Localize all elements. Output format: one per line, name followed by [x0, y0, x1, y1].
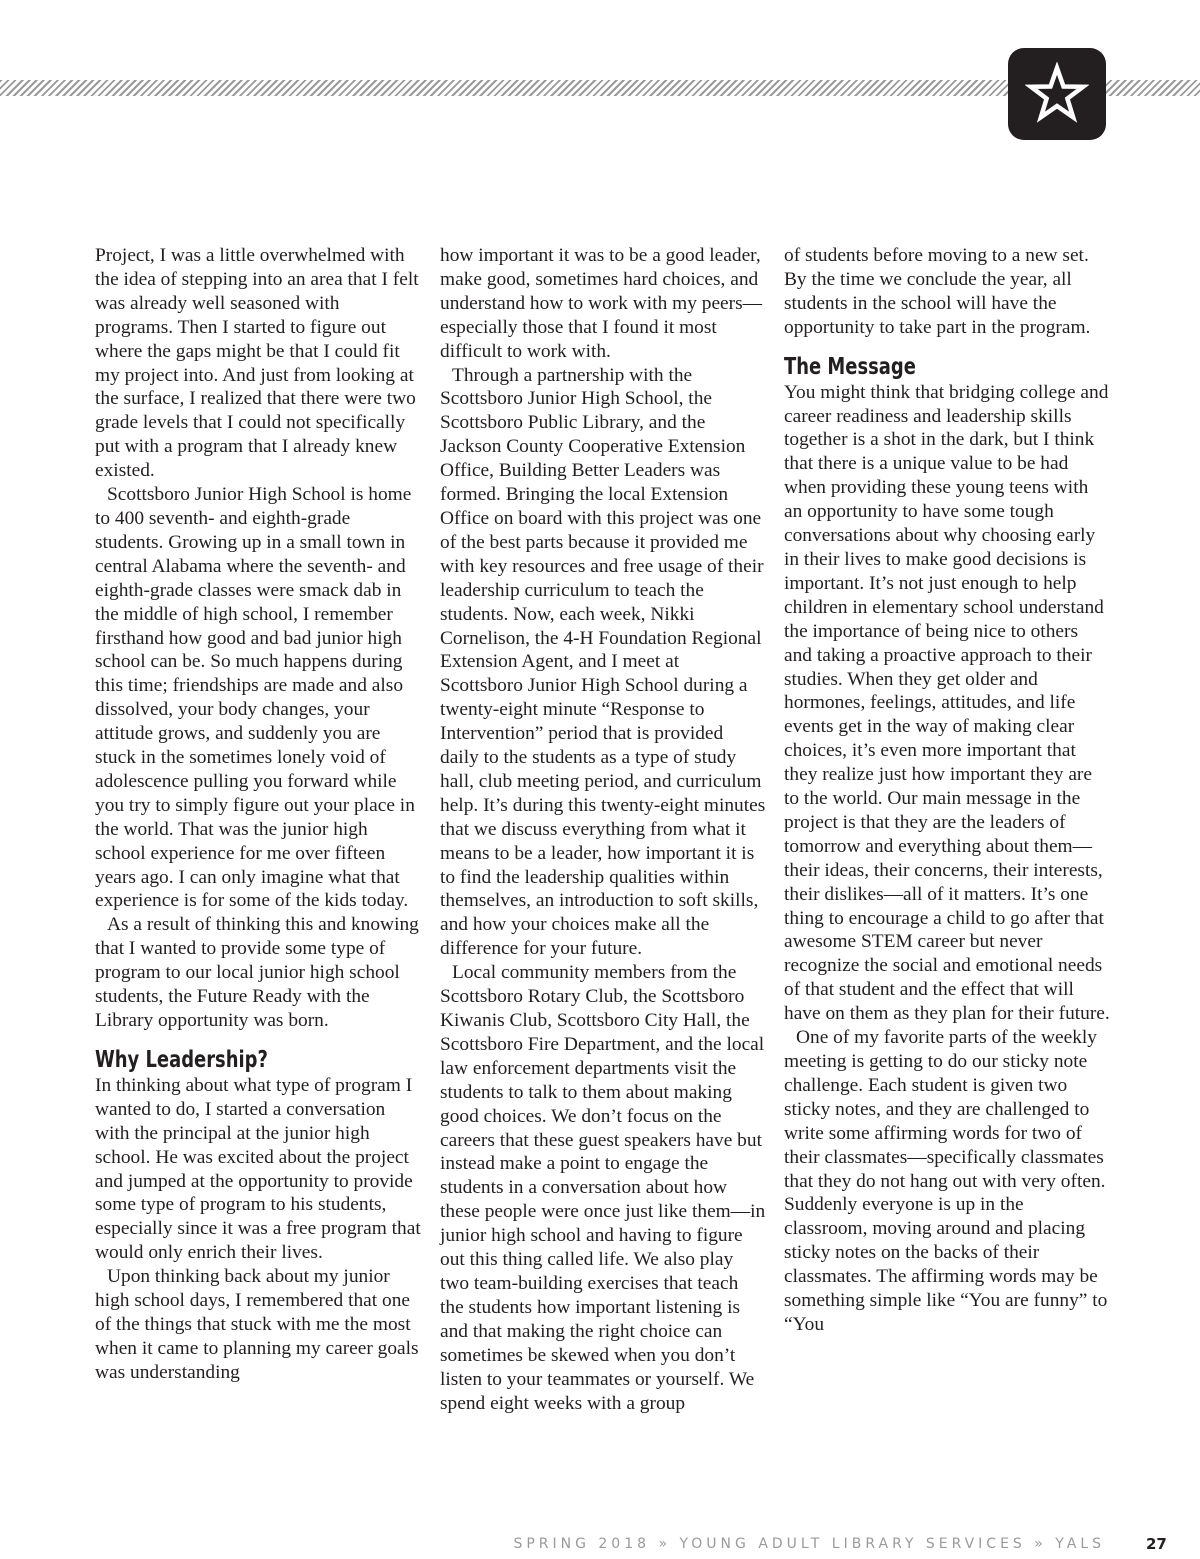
- paragraph: In thinking about what type of program I wanted to do, I started a conversation with the principal at the junior high school. He was excited about the project and jumped at the opportunity to provide some type of program to his students, especially since it was a free program that would only enrich their lives.: [95, 1074, 421, 1264]
- running-footer: SPRING 2018 » YOUNG ADULT LIBRARY SERVICES » YALS: [513, 1536, 1105, 1552]
- page-number: 27: [1146, 1535, 1167, 1553]
- article-column-2: [440, 244, 766, 1415]
- paragraph: Project, I was a little overwhelmed with the idea of stepping into an area that I felt was already well seasoned with programs. Then I started to figure out where the gaps might be that I could fit my project into. And just from looking at the surface, I realized that there were two grade levels that I could not specifically put with a program that I already knew existed.: [95, 245, 419, 482]
- paragraph: As a result of thinking this and knowing that I wanted to provide some type of program to our local junior high school students, the Future Ready with the Library opportunity was born.: [95, 914, 419, 1031]
- section-heading: The Message: [784, 353, 916, 380]
- article-column-1: [95, 244, 421, 1385]
- star-icon: [1025, 62, 1089, 126]
- paragraph: Upon thinking back about my junior high school days, I remembered that one of the things that stuck with me the most when it came to planning my career goals was understanding: [95, 1266, 419, 1383]
- section-badge: [1008, 48, 1106, 140]
- paragraph: You might think that bridging college and career readiness and leadership skills together is a shot in the dark, but I think that there is a unique value to be had when providing these young teens with an opportunity to have some tough conversations about why choosing early in their lives to make good decisions is important. It’s not just enough to help children in elementary school understand the importance of being nice to others and taking a proactive approach to their studies. When they get older and hormones, feelings, attitudes, and life events get in the way of making clear choices, it’s even more important that they realize just how important they are to the world. Our main message in the project is that they are the leaders of tomorrow and everything about them—their ideas, their concerns, their interests, their dislikes—all of it matters. It’s one thing to encourage a child to go after that awesome STEM career but never recognize the social and emotional needs of that student and the effect that will have on them as they plan for their future.: [784, 381, 1110, 1025]
- article-column-3: [784, 244, 1110, 1337]
- paragraph: how important it was to be a good leader, make good, sometimes hard choices, and understand how to work with my peers—especially those that I found it most difficult to work with.: [440, 245, 763, 362]
- paragraph: Local community members from the Scottsboro Rotary Club, the Scottsboro Kiwanis Club, Scottsboro City Hall, the Scottsboro Fire Department, and the local law enforcement departments visit the students to talk to them about making good choices. We don’t focus on the careers that these guest speakers have but instead make a point to engage the students in a conversation about how these people were once just like them—in junior high school and having to figure out this thing called life. We also play two team-building exercises that teach the students how important listening is and that making the right choice can sometimes be skewed when you don’t listen to your teammates or yourself. We spend eight weeks with a group: [440, 962, 766, 1414]
- paragraph: Scottsboro Junior High School is home to 400 seventh- and eighth-grade students. Growing up in a small town in central Alabama where the seventh- and eighth-grade classes were smack dab in the middle of high school, I remember firsthand how good and bad junior high school can be. So much happens during this time; friendships are made and also dissolved, your body changes, your attitude grows, and suddenly you are stuck in the sometimes lonely void of adolescence pulling you forward while you try to simply figure out your place in the world. That was the junior high school experience for me over fifteen years ago. I can only imagine what that experience is for some of the kids today.: [95, 484, 415, 912]
- paragraph: Through a partnership with the Scottsboro Junior High School, the Scottsboro Public Library, and the Jackson County Cooperative Extension Office, Building Better Leaders was formed. Bringing the local Extension Office on board with this project was one of the best parts because it provided me with key resources and free usage of their leadership curriculum to teach the students. Now, each week, Nikki Cornelison, the 4-H Foundation Regional Extension Agent, and I meet at Scottsboro Junior High School during a twenty-eight minute “Response to Intervention” period that is provided daily to the students as a type of study hall, club meeting period, and curriculum help. It’s during this twenty-eight minutes that we discuss everything from what it means to be a leader, how important it is to find the leadership qualities within themselves, an introduction to soft skills, and how your choices make all the difference for your future.: [440, 364, 766, 960]
- section-heading: Why Leadership?: [95, 1046, 268, 1073]
- paragraph: One of my favorite parts of the weekly meeting is getting to do our sticky note challenge. Each student is given two sticky notes, and they are challenged to write some affirming words for two of their classmates—specifically classmates that they do not hang out with very often. Suddenly everyone is up in the classroom, moving around and placing sticky notes on the backs of their classmates. The affirming words may be something simple like “You are funny” to “You: [784, 1027, 1108, 1335]
- paragraph: of students before moving to a new set. By the time we conclude the year, all students in the school will have the opportunity to take part in the program.: [784, 245, 1091, 338]
